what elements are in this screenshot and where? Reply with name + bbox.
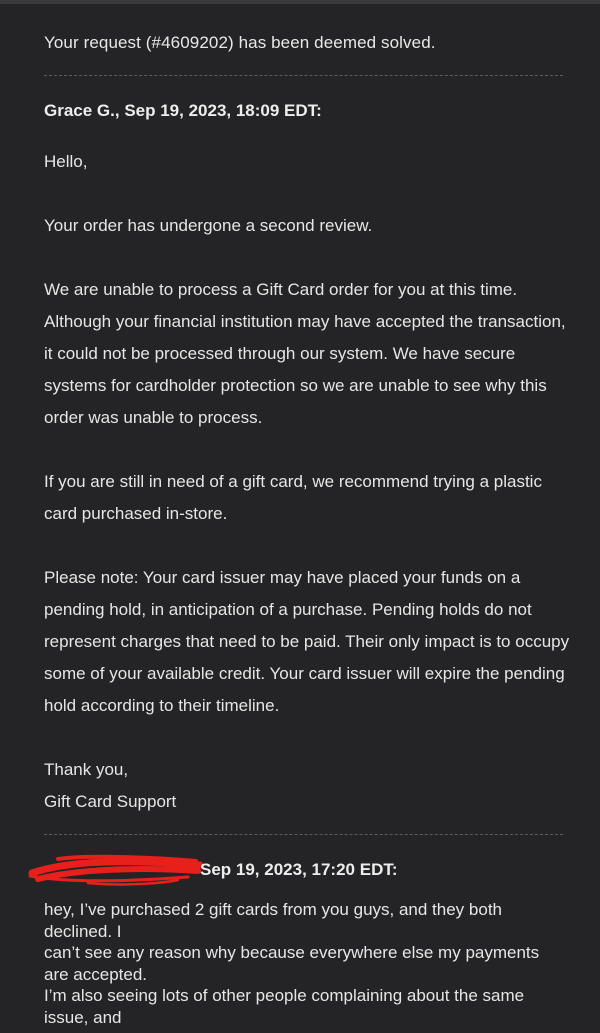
customer-message-body	[44, 899, 564, 1028]
customer-message-line: hey, I’ve purchased 2 gift cards from you guys, and they both declined. I	[44, 900, 502, 941]
agent-reply-header: Grace G., Sep 19, 2023, 18:09 EDT:	[44, 101, 322, 120]
reply-signature: Gift Card Support	[44, 792, 177, 811]
message-divider	[44, 75, 563, 76]
message-divider	[44, 834, 563, 835]
reply-greeting: Hello,	[44, 152, 88, 171]
reply-signoff: Thank you,	[44, 760, 129, 779]
reply-paragraph: We are unable to process a Gift Card order for you at this time. Although your financial institution may have accepted the transaction, it could not be processed through our system. We have secure systems for cardholder protection so we are unable to see why this order was unable to process.	[44, 280, 566, 427]
customer-message-header	[28, 853, 588, 887]
redaction-scribble	[28, 853, 206, 887]
reply-signature-block	[44, 754, 574, 818]
customer-message-line: I’m also seeing lots of other people complaining about the same issue, and	[44, 986, 525, 1027]
reply-paragraph: Your order has undergone a second review.	[44, 216, 373, 235]
window-top-edge	[0, 0, 600, 4]
ticket-status-text: Your request (#4609202) has been deemed solved.	[44, 33, 436, 52]
reply-paragraph: Please note: Your card issuer may have placed your funds on a pending hold, in anticipation of a purchase. Pending holds do not represent charges that need to be paid. Their only impact is to occupy some of your available credit. Your card issuer will expire the pending hold according to their timeline.	[44, 568, 570, 715]
agent-reply-body	[44, 146, 574, 818]
customer-message-line: can’t see any reason why because everywhere else my payments are accepted.	[44, 943, 540, 984]
reply-paragraph: If you are still in need of a gift card, we recommend trying a plastic card purchased in-store.	[44, 472, 542, 523]
customer-message-timestamp: Sep 19, 2023, 17:20 EDT:	[200, 860, 398, 879]
